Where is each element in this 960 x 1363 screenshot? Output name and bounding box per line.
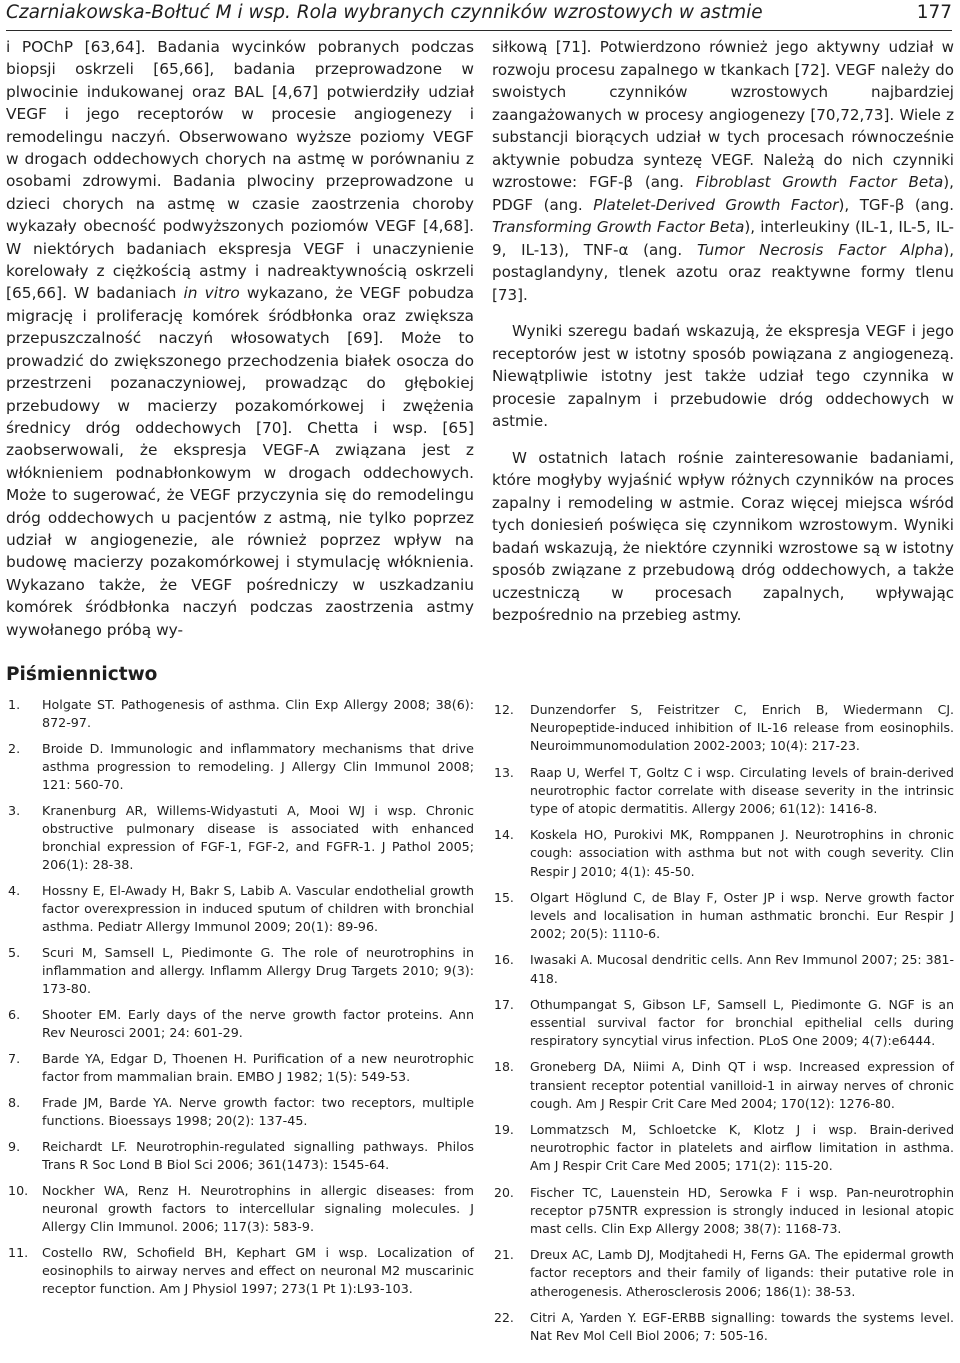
reference-text: Costello RW, Schofield BH, Kephart GM i wsp. Localization of eosinophils to airway nerves and effect on neuronal M2 muscarinic receptor function. Am J Physiol 1997; 273(1 Pt 1):L93-103. (42, 1245, 474, 1296)
reference-number: 18. (494, 1059, 514, 1075)
body-column-right (492, 36, 954, 641)
reference-number: 20. (494, 1184, 514, 1200)
reference-text: Iwasaki A. Mucosal dendritic cells. Ann Rev Immunol 2007; 25: 381-418. (530, 952, 954, 986)
reference-number: 12. (494, 702, 514, 717)
reference-text: Dunzendorfer S, Feistritzer C, Enrich B, Wiedermann CJ. Neuropeptide-induced inhibition of IL-16 release from eosinophils. Neuroimmunomodulation 2002-2003; 10(4): 217-23. (530, 702, 954, 754)
reference-text: Holgate ST. Pathogenesis of asthma. Clin Exp Allergy 2008; 38(6): 872-97. (42, 697, 474, 730)
running-title: Czarniakowska-Bołtuć M i wsp. Rola wybranych czynników wzrostowych w astmie (6, 2, 763, 23)
reference-text: Groneberg DA, Niimi A, Dinh QT i wsp. Increased expression of transient receptor potential vanilloid-1 in airway nerves of chronic cough. Am J Respir Crit Care Med 2004; 170(12): 1276-80. (530, 1059, 954, 1111)
reference-list-right (494, 701, 954, 1353)
reference-item (494, 1121, 954, 1176)
reference-item (8, 882, 474, 936)
reference-text: Citri A, Yarden Y. EGF-ERBB signalling: towards the systems level. Nat Rev Mol Cell Biol 2006; 7: 505-16. (530, 1309, 954, 1344)
reference-text: Olgart Höglund C, de Blay F, Oster JP i wsp. Nerve growth factor levels and localisation in human asthmatic bronchi. Eur Respir J 2002; 20(5): 1110-6. (530, 889, 954, 942)
reference-item (8, 1050, 474, 1086)
reference-item (8, 740, 474, 794)
reference-item (494, 951, 954, 987)
reference-item (8, 944, 474, 998)
reference-number: 16. (494, 952, 514, 968)
body-paragraph: siłkową [71]. Potwierdzono również jego aktywny udział w rozwoju procesu zapalnego w tkankach [72]. VEGF należy do swoistych czynników wzrostowych najbardziej zaangażowanych w procesy angiogenezy [70,72,73]. Wiele z substancji biorących udział w tych procesach równocześnie aktywnie pobudza syntezę VEGF. Należą do nich czynniki wzrostowe: FGF-β (ang. Fibroblast Growth Factor Beta), PDGF (ang. Platelet-Derived Growth Factor), TGF-β (ang. Transforming Growth Factor Beta), interleukiny (IL-1, IL-5, IL-9, IL-13), TNF-α (ang. Tumor Necrosis Factor Alpha), postaglandyny, tlenek azotu oraz reaktywne formy tlenu [73]. (492, 38, 954, 304)
body-paragraph: i POChP [63,64]. Badania wycinków pobranych podczas biopsji oskrzeli [65,66], badania przeprowadzone w plwocinie indukowanej oraz BAL [4,67] potwierdziły udział VEGF i jego receptorów w procesie angiogenezy i remodelingu naczyń. Obserwowano wyższe poziomy VEGF w drogach oddechowych chorych na astmę w porównaniu z osobami zdrowymi. Badania plwociny przeprowadzone u dzieci chorych na astmę w czasie zaostrzenia choroby wykazały obecność podwyższonych poziomów VEGF [4,68]. W niektórych badaniach ekspresja VEGF i unaczynienie korelowały z ciężkością astmy i nadreaktywnością oskrzeli [65,66]. W badaniach in vitro wykazano, że VEGF pobudza migrację i proliferację komórek śródbłonka oraz zwiększa przepuszczalność naczyń włosowatych [69]. Może to prowadzić do zwiększonego przechodzenia białek osocza do przestrzeni pozanaczyniowej, prowadząc do głębokiej przebudowy w macierzy pozakomórkowej i zwężenia średnicy dróg oddechowych [70]. Chetta i wsp. [65] zaobserwowali, że ekspresja VEGF-A związana jest z włóknieniem podnabłonkowym w drogach oddechowych. Może to sugerować, że VEGF przyczynia się do remodelingu dróg oddechowych u pacjentów z astmą, nie tylko poprzez udział w angiogenezie, ale również poprzez wpływ na budowę macierzy pozakomórkowej i stymulację włóknienia. Wykazano także, że VEGF pośredniczy w uszkadzaniu komórek śródbłonka naczyń podczas zaostrzenia astmy wywołanego próbą wy- (6, 38, 475, 639)
reference-item (8, 802, 474, 874)
reference-text: Lommatzsch M, Schloetcke K, Klotz J i wsp. Brain-derived neurotrophic factor in platelets and airflow limitation in asthma. Am J Respir Crit Care Med 2005; 171(2): 115-20. (530, 1122, 954, 1174)
reference-item (8, 1182, 474, 1236)
reference-item (8, 1244, 474, 1298)
reference-text: Fischer TC, Lauenstein HD, Serowka F i wsp. Pan-neurotrophin receptor p75NTR expression is strongly induced in lesional atopic mast cells. Clin Exp Allergy 2008; 38(7): 1168-73. (530, 1184, 954, 1237)
reference-number: 2. (8, 741, 21, 756)
reference-text: Raap U, Werfel T, Goltz C i wsp. Circulating levels of brain-derived neurotrophic factor correlate with disease severity in the intrinsic type of atopic dermatitis. Allergy 2006; 61(12): 1416-8. (530, 764, 954, 817)
reference-text: Scuri M, Samsell L, Piedimonte G. The role of neurotrophins in inflammation and allergy. Inflamm Allergy Drug Targets 2010; 9(3): 173-80. (42, 945, 474, 996)
reference-text: Nockher WA, Renz H. Neurotrophins in allergic diseases: from neuronal growth factors to intercellular signaling molecules. J Allergy Clin Immunol. 2006; 117(3): 583-9. (42, 1183, 474, 1234)
reference-item (494, 1184, 954, 1239)
reference-number: 6. (8, 1007, 21, 1022)
reference-text: Dreux AC, Lamb DJ, Modjtahedi H, Ferns GA. The epidermal growth factor receptors and their family of ligands: their putative role in atherogenesis. Atherosclerosis 2006; 186(1): 38-53. (530, 1247, 954, 1299)
body-paragraph: Wyniki szeregu badań wskazują, że ekspresja VEGF i jego receptorów jest w istotny sposób powiązana z angiogenezą. Niewątpliwie istotny jest także udział tego czynnika w procesie zapalnym i przebudowie dróg oddechowych w astmie. (492, 322, 954, 430)
reference-item (8, 1138, 474, 1174)
reference-number: 1. (8, 697, 21, 712)
reference-number: 8. (8, 1095, 21, 1110)
reference-number: 22. (494, 1309, 514, 1325)
reference-text: Broide D. Immunologic and inflammatory mechanisms that drive asthma progression to remodeling. J Allergy Clin Immunol 2008; 121: 560-70. (42, 741, 474, 792)
reference-text: Koskela HO, Purokivi MK, Romppanen J. Neurotrophins in chronic cough: association with asthma but not with cough severity. Clin Respir J 2010; 4(1): 45-50. (530, 827, 954, 879)
reference-number: 17. (494, 996, 514, 1012)
references-heading: Piśmiennictwo (6, 664, 158, 685)
reference-number: 3. (8, 803, 21, 818)
reference-number: 4. (8, 883, 21, 898)
page-header (6, 0, 952, 31)
reference-item (8, 1094, 474, 1130)
reference-text: Barde YA, Edgar D, Thoenen H. Purification of a new neurotrophic factor from mammalian brain. EMBO J 1982; 1(5): 549-53. (42, 1051, 474, 1084)
reference-number: 19. (494, 1122, 514, 1138)
reference-item (494, 1309, 954, 1345)
body-column-left (6, 36, 474, 655)
reference-item (494, 764, 954, 819)
reference-number: 14. (494, 827, 514, 843)
reference-item (494, 1058, 954, 1113)
reference-item (494, 826, 954, 881)
reference-text: Frade JM, Barde YA. Nerve growth factor: two receptors, multiple functions. Bioessays 1998; 20(2): 137-45. (42, 1095, 474, 1128)
reference-text: Reichardt LF. Neurotrophin-regulated signalling pathways. Philos Trans R Soc Lond B Biol Sci 2006; 361(1473): 1545-64. (42, 1139, 474, 1172)
reference-list-left (8, 696, 474, 1306)
reference-number: 5. (8, 945, 21, 960)
reference-text: Othumpangat S, Gibson LF, Samsell L, Piedimonte G. NGF is an essential survival factor for bronchial epithelial cells during respiratory syncytial virus infection. PLoS One 2009; 4(7):e6444. (530, 996, 954, 1049)
reference-text: Shooter EM. Early days of the nerve growth factor proteins. Ann Rev Neurosci 2001; 24: 601-29. (42, 1007, 474, 1040)
reference-text: Hossny E, El-Awady H, Bakr S, Labib A. Vascular endothelial growth factor overexpression in induced sputum of children with bronchial asthma. Pediatr Allergy Immunol 2009; 20(1): 89-96. (42, 883, 474, 934)
reference-number: 13. (494, 764, 514, 780)
reference-number: 11. (8, 1245, 29, 1260)
reference-number: 10. (8, 1183, 29, 1198)
page-number: 177 (916, 2, 952, 23)
reference-number: 21. (494, 1247, 514, 1263)
reference-item (8, 696, 474, 732)
reference-item (494, 701, 954, 756)
reference-number: 7. (8, 1051, 21, 1066)
reference-item (8, 1006, 474, 1042)
reference-item (494, 889, 954, 944)
reference-number: 9. (8, 1139, 21, 1154)
body-paragraph: W ostatnich latach rośnie zainteresowanie badaniami, które mogłyby wyjaśnić wpływ różnych czynników na proces zapalny i remodeling w astmie. Coraz więcej miejsca wśród tych doniesień poświęca się czynnikom wzrostowym. Wyniki badań wskazują, że niektóre czynniki wzrostowe są w istotny sposób związane z przebudową dróg oddechowych, a także uczestniczą w procesach zapalnych, wpływając bezpośrednio na przebieg astmy. (492, 448, 954, 624)
reference-text: Kranenburg AR, Willems-Widyastuti A, Mooi WJ i wsp. Chronic obstructive pulmonary disease is associated with enhanced bronchial expression of FGF-1, FGF-2, and FGFR-1. J Pathol 2005; 206(1): 28-38. (42, 803, 474, 872)
reference-item (494, 996, 954, 1051)
reference-number: 15. (494, 889, 514, 905)
reference-item (494, 1246, 954, 1301)
